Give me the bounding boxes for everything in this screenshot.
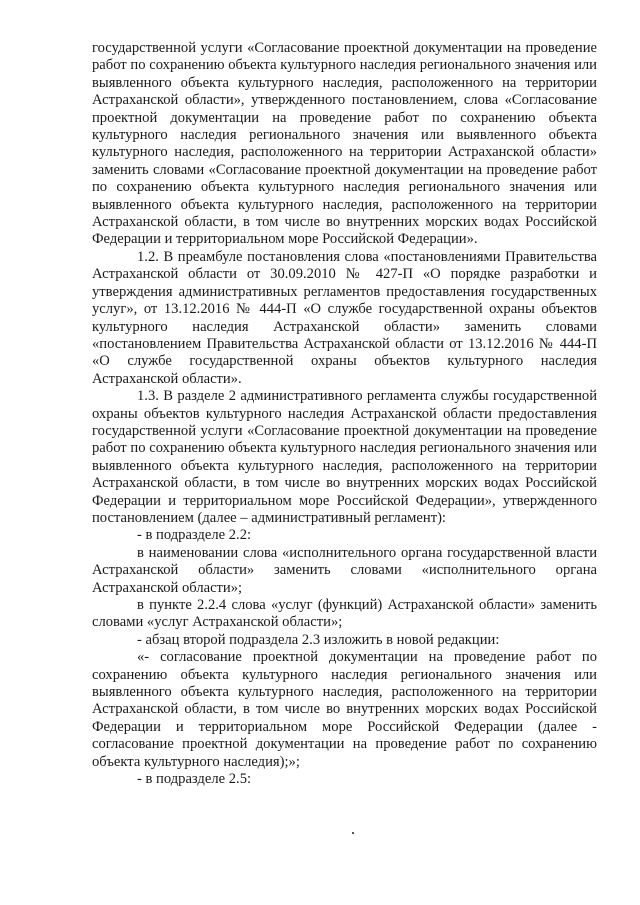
paragraph-1-3: 1.3. В разделе 2 административного регламента службы государственной охраны объектов культурного наследия Астраханской области предоставления государственной услуги «Согласование проектной документации на проведение работ по сохранению объекта культурного наследия регионального значения или выявленного объекта культурного наследия, расположенного на территории Астраханской области, в том числе во внутренних морских водах Российской Федерации и территориальном море Российской Федерации», утвержденного постановлением (далее – административный регламент): <box>92 388 597 526</box>
scan-speck <box>352 832 354 834</box>
paragraph-continuation: государственной услуги «Согласование проектной документации на проведение работ по сохранению объекта культурного наследия регионального значения или выявленного объекта культурного наследия, расположенного на территории Астраханской области», утвержденного постановлением, слова «Согласование проектной документации на проведение работ по сохранению объекта культурного наследия регионального значения или выявленного объекта культурного наследия, расположенного на территории Астраханской области» заменить словами «Согласование проектной документации на проведение работ по сохранению объекта культурного наследия регионального значения или выявленного объекта культурного наследия, расположенного на территории Астраханской области, в том числе во внутренних морских водах Российской Федерации и территориальном море Российской Федерации». <box>92 40 597 248</box>
paragraph-1-2: 1.2. В преамбуле постановления слова «постановлениями Правительства Астраханской области от 30.09.2010 № 427-П «О порядке разработки и утверждения административных регламентов предоставления государственных услуг», от 13.12.2016 № 444-П «О службе государственной охраны объектов культурного наследия Астраханской области» заменить словами «постановлением Правительства Астраханской области от 13.12.2016 № 444-П «О службе государственной охраны объектов культурного наследия Астраханской области». <box>92 248 597 387</box>
list-item-subsection-2-2: - в подразделе 2.2: <box>137 527 252 544</box>
paragraph-point-2-2-4: в пункте 2.2.4 слова «услуг (функций) Астраханской области» заменить словами «услуг Астраханской области»; <box>92 597 597 631</box>
list-item-subsection-2-5: - в подразделе 2.5: <box>137 771 252 788</box>
paragraph-new-wording: «- согласование проектной документации на проведение работ по сохранению объекта культурного наследия регионального значения или выявленного объекта культурного наследия, расположенного на территории Астраханской области, в том числе во внутренних морских водах Российской Федерации и территориальном море Российской Федерации (далее - согласование проектной документации на проведение работ по сохранению объекта культурного наследия);»; <box>92 649 597 770</box>
paragraph-naming-change: в наименовании слова «исполнительного органа государственной власти Астраханской области» заменить словами «исполнительного органа Астраханской области»; <box>92 544 597 596</box>
document-body <box>92 40 597 788</box>
list-item-subsection-2-3: - абзац второй подраздела 2.3 изложить в новой редакции: <box>137 631 500 648</box>
